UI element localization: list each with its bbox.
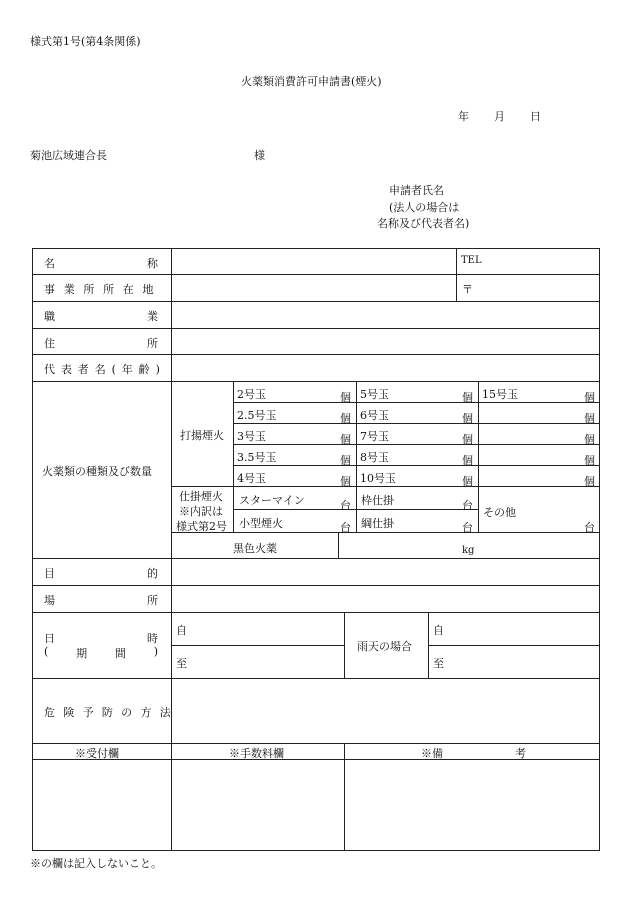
unit-ko: 個 xyxy=(584,391,595,404)
size-2-5: 2.5号玉 xyxy=(237,409,277,422)
footer-note: ※の欄は記入しないこと。 xyxy=(30,857,162,870)
label-place: 場 所 xyxy=(44,594,158,607)
label-period: ( 期 間 ) xyxy=(44,645,158,660)
unit-ko: 個 xyxy=(340,454,351,467)
honorific: 様 xyxy=(254,149,265,162)
unit-ko: 個 xyxy=(584,412,595,425)
unit-dai: 台 xyxy=(340,499,351,512)
unit-ko: 個 xyxy=(340,412,351,425)
size-7: 7号玉 xyxy=(360,430,389,443)
applicant-label: 申請者氏名 xyxy=(389,184,444,197)
date-month-label: 月 xyxy=(494,110,505,123)
label-representative: 代 表 者 名 ( 年 齢 ) xyxy=(44,363,162,376)
shikake-label-3: 様式第2号 xyxy=(176,520,227,533)
date-day-label: 日 xyxy=(530,110,541,123)
addressee: 菊池広域連合長 xyxy=(30,149,107,162)
label-datetime: 日 時 xyxy=(44,632,158,645)
black-powder-label: 黒色火薬 xyxy=(233,542,277,555)
unit-ko: 個 xyxy=(462,412,473,425)
date-year-label: 年 xyxy=(458,110,469,123)
form-number: 様式第1号(第4条関係) xyxy=(30,35,141,48)
unit-ko: 個 xyxy=(462,433,473,446)
to-label: 至 xyxy=(176,657,187,670)
kogata-label: 小型煙火 xyxy=(239,517,283,530)
label-occupation: 職 業 xyxy=(44,310,158,323)
label-office-address: 事 業 所 所 在 地 xyxy=(44,283,157,296)
label-purpose: 目 的 xyxy=(44,567,158,580)
unit-ko: 個 xyxy=(584,433,595,446)
size-3-5: 3.5号玉 xyxy=(237,451,277,464)
shikake-label-1: 仕掛煙火 xyxy=(179,490,223,503)
fee-header: ※手数料欄 xyxy=(229,747,284,760)
from-label: 自 xyxy=(176,624,187,637)
shikake-label-2: ※内訳は xyxy=(179,505,223,518)
label-name: 名 称 xyxy=(44,257,158,270)
kg-unit: kg xyxy=(462,545,475,556)
applicant-note-2: 名称及び代表者名) xyxy=(377,217,470,230)
size-2: 2号玉 xyxy=(237,388,266,401)
rain-label: 雨天の場合 xyxy=(357,640,412,653)
waku-label: 枠仕掛 xyxy=(361,494,394,507)
unit-ko: 個 xyxy=(462,475,473,488)
size-4: 4号玉 xyxy=(237,472,266,485)
unit-ko: 個 xyxy=(340,433,351,446)
unit-ko: 個 xyxy=(462,391,473,404)
size-8: 8号玉 xyxy=(360,451,389,464)
label-explosive-kinds: 火薬類の種類及び数量 xyxy=(42,465,152,478)
postal-mark: 〒 xyxy=(462,283,473,296)
tel-label: TEL xyxy=(461,255,482,266)
rain-from-label: 自 xyxy=(433,624,444,637)
sonota-label: その他 xyxy=(483,506,516,519)
unit-ko: 個 xyxy=(584,454,595,467)
applicant-note-1: (法人の場合は xyxy=(389,201,460,214)
unit-ko: 個 xyxy=(340,475,351,488)
size-6: 6号玉 xyxy=(360,409,389,422)
size-3: 3号玉 xyxy=(237,430,266,443)
rain-to-label: 至 xyxy=(433,657,444,670)
size-15: 15号玉 xyxy=(482,388,518,401)
unit-dai: 台 xyxy=(462,521,473,534)
uchiage-label: 打揚煙火 xyxy=(180,429,224,442)
unit-ko: 個 xyxy=(340,391,351,404)
remarks-header-1: ※備 xyxy=(421,747,443,760)
unit-ko: 個 xyxy=(584,475,595,488)
remarks-header-2: 考 xyxy=(515,747,526,760)
page-title: 火薬類消費許可申請書(煙火) xyxy=(241,75,382,88)
unit-dai: 台 xyxy=(584,521,595,534)
unit-dai: 台 xyxy=(462,499,473,512)
kou-label: 綱仕掛 xyxy=(361,517,394,530)
unit-ko: 個 xyxy=(462,454,473,467)
unit-dai: 台 xyxy=(340,521,351,534)
starmine-label: スターマイン xyxy=(239,494,305,507)
size-5: 5号玉 xyxy=(360,388,389,401)
label-address: 住 所 xyxy=(44,337,158,350)
reception-header: ※受付欄 xyxy=(75,747,119,760)
label-danger-prevention: 危 険 予 防 の 方 法 xyxy=(44,706,174,719)
size-10: 10号玉 xyxy=(360,472,396,485)
